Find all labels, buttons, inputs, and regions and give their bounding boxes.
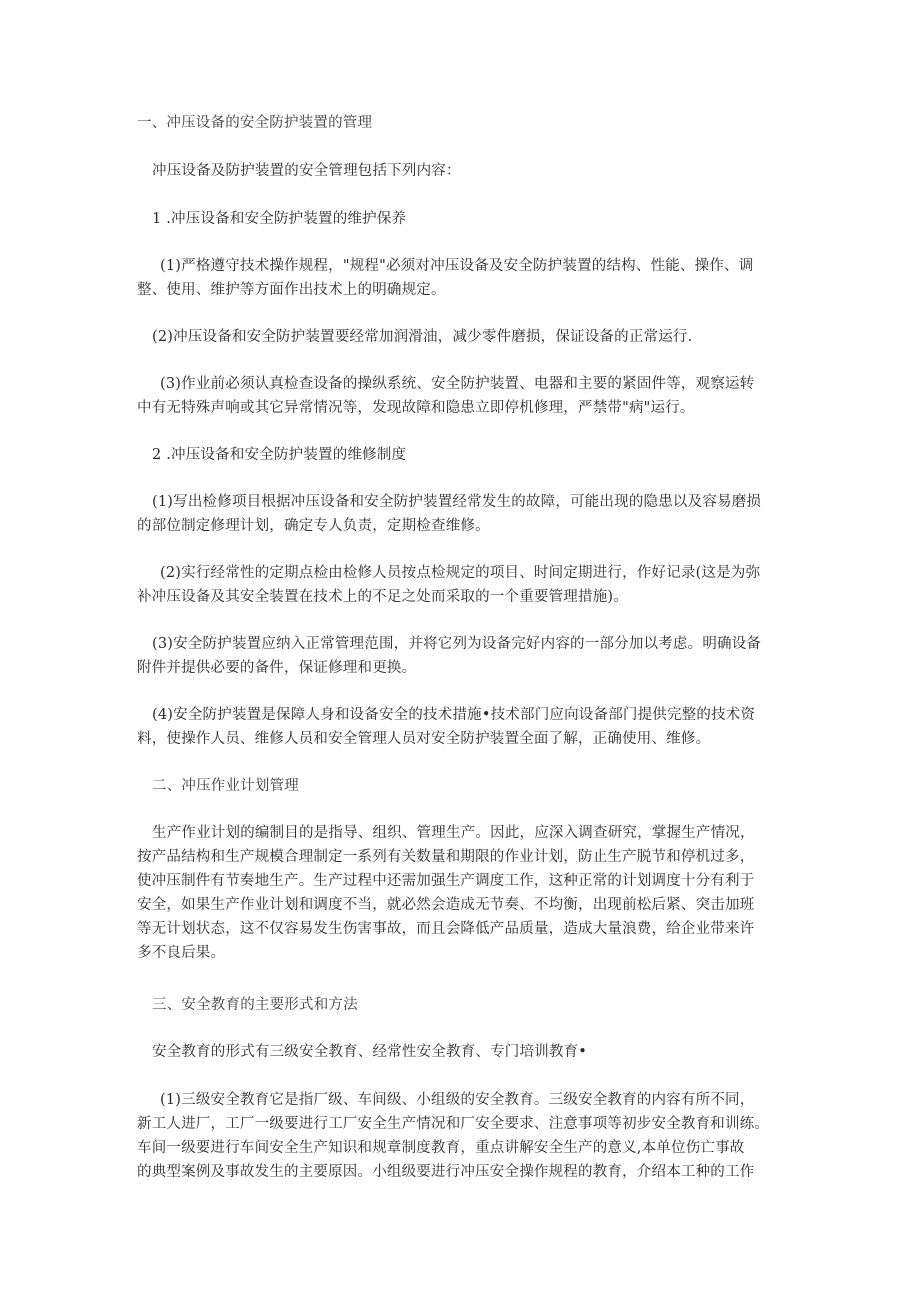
- paragraph-line: 生产作业计划的编制目的是指导、组织、管理生产。因此，应深入调查研究，掌握生产情况，: [152, 825, 755, 841]
- paragraph-line: (2)冲压设备和安全防护装置要经常加润滑油，减少零件磨损，保证设备的正常运行.: [152, 329, 693, 345]
- paragraph-line: 的部位制定修理计划，确定专人负责，定期检查维修。: [137, 518, 490, 534]
- paragraph-line: (1)三级安全教育它是指厂级、车间级、小组级的安全教育。三级安全教育的内容有所不同，: [160, 1092, 755, 1108]
- paragraph-line: 中有无特殊声响或其它异常情况等，发现故障和隐患立即停机修理，严禁带"病"运行。: [137, 400, 695, 416]
- paragraph-line: (3)安全防护装置应纳入正常管理范围，并将它列为设备完好内容的一部分加以考虑。明确设备: [152, 636, 762, 652]
- paragraph-line: 按产品结构和生产规模合理制定一系列有关数量和期限的作业计划，防止生产脱节和停机过多，: [137, 849, 755, 865]
- paragraph-line: (4)安全防护装置是保障人身和设备安全的技术措施•技术部门应向设备部门提供完整的技术资: [152, 707, 756, 723]
- paragraph-line: (2)实行经常性的定期点检由检修人员按点检规定的项目、时间定期进行，作好记录(这是为弥: [160, 565, 761, 581]
- paragraph-line: 多不良后果。: [137, 945, 226, 961]
- paragraph-line: 附件并提供必要的备件，保证修理和更换。: [137, 660, 417, 676]
- paragraph-line: 的典型案例及事故发生的主要原因。小组级要进行冲压安全操作规程的教育，介绍本工种的工作: [137, 1164, 755, 1180]
- section-heading-3: 三、安全教育的主要形式和方法: [152, 997, 358, 1013]
- subsection-heading-1: 1 .冲压设备和安全防护装置的维护保养: [152, 211, 407, 227]
- paragraph-line: 冲压设备及防护装置的安全管理包括下列内容：: [152, 163, 461, 179]
- paragraph-line: 补冲压设备及其安全装置在技术上的不足之处而采取的一个重要管理措施)。: [137, 589, 628, 605]
- paragraph-line: (1)严格遵守技术操作规程，"规程"必须对冲压设备及安全防护装置的结构、性能、操作、调: [160, 258, 754, 274]
- paragraph-line: 料，使操作人员、维修人员和安全管理人员对安全防护装置全面了解，正确使用、维修。: [137, 731, 711, 747]
- paragraph-line: 等无计划状态，这不仅容易发生伤害事故，而且会降低产品质量，造成大量浪费，给企业带来许: [137, 921, 755, 937]
- section-heading-2: 二、冲压作业计划管理: [152, 778, 299, 794]
- paragraph-line: (3)作业前必须认真检查设备的操纵系统、安全防护装置、电器和主要的紧固件等，观察运转: [160, 376, 755, 392]
- paragraph-line: 新工人进厂，工厂一级要进行工厂安全生产情况和厂安全要求、注意事项等初步安全教育和训练。: [137, 1116, 770, 1132]
- paragraph-line: 安全教育的形式有三级安全教育、经常性安全教育、专门培训教育•: [152, 1044, 588, 1060]
- paragraph-line: (1)写出检修项目根据冲压设备和安全防护装置经常发生的故障，可能出现的隐患以及容易磨损: [152, 494, 762, 510]
- subsection-heading-2: 2 .冲压设备和安全防护装置的维修制度: [152, 447, 407, 463]
- paragraph-line: 整、使用、维护等方面作出技术上的明确规定。: [137, 282, 446, 298]
- paragraph-line: 使冲压制件有节奏地生产。生产过程中还需加强生产调度工作，这种正常的计划调度十分有利于: [137, 873, 755, 889]
- section-heading-1: 一、冲压设备的安全防护装置的管理: [137, 115, 373, 131]
- paragraph-line: 车间一级要进行车间安全生产知识和规章制度教育，重点讲解安全生产的意义,本单位伤亡事故: [137, 1140, 745, 1156]
- paragraph-line: 安全，如果生产作业计划和调度不当，就必然会造成无节奏、不均衡，出现前松后紧、突击加班: [137, 897, 755, 913]
